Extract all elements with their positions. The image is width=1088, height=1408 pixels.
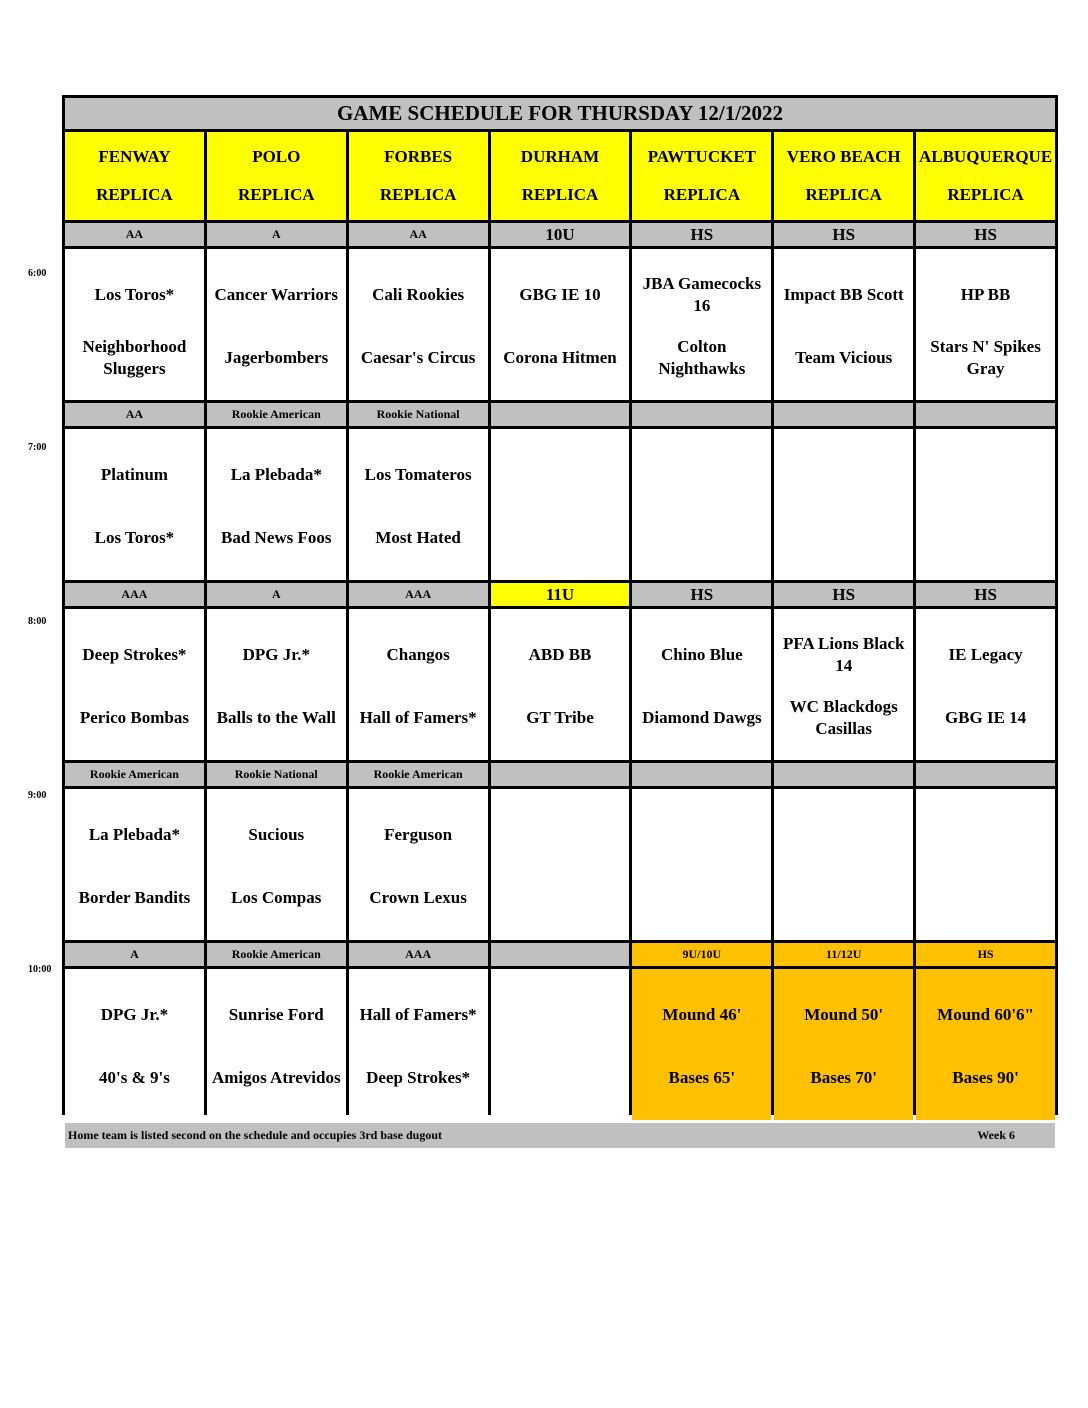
field-name: ALBUQUERQUE <box>918 147 1053 166</box>
field-type: REPLICA <box>947 185 1024 204</box>
game-cell <box>207 609 346 760</box>
field-name: PAWTUCKET <box>647 147 756 166</box>
game-cell-empty <box>774 789 913 940</box>
level-label <box>774 403 913 426</box>
away-team: IE Legacy <box>948 644 1023 664</box>
level-label: A <box>207 223 346 246</box>
level-label <box>632 763 771 786</box>
home-team: Stars N' Spikes Gray <box>930 337 1041 379</box>
field-header-albuquerque <box>916 132 1055 220</box>
game-cell <box>774 249 913 400</box>
level-label <box>632 403 771 426</box>
level-label: AAA <box>349 583 488 606</box>
away-team: Los Toros* <box>94 284 175 304</box>
away-team: Los Tomateros <box>364 464 472 484</box>
field-type: REPLICA <box>96 185 173 204</box>
game-cell <box>349 429 488 580</box>
schedule-table <box>62 95 1058 1142</box>
field-name: POLO <box>252 147 301 166</box>
level-label: HS <box>916 943 1055 966</box>
field-header-polo <box>207 132 346 220</box>
time-label: 9:00 <box>28 790 47 801</box>
field-name: FENWAY <box>98 147 171 166</box>
home-team-note: Home team is listed second on the schedule and occupies 3rd base dugout <box>68 1128 443 1142</box>
away-team: DPG Jr.* <box>242 644 310 664</box>
away-team: HP BB <box>960 284 1011 304</box>
game-cell <box>65 429 204 580</box>
level-label: AAA <box>349 943 488 966</box>
level-label: HS <box>632 223 771 246</box>
field-header-forbes <box>349 132 488 220</box>
level-label <box>491 943 630 966</box>
game-cell <box>774 609 913 760</box>
time-label: 7:00 <box>28 442 47 453</box>
game-cell-empty <box>774 429 913 580</box>
game-cell <box>491 609 630 760</box>
level-label: A <box>65 943 204 966</box>
game-cell <box>65 969 204 1120</box>
away-team: PFA Lions Black 14 <box>782 633 905 675</box>
bases-distance: Bases 65' <box>668 1068 736 1088</box>
field-header-pawtucket <box>632 132 771 220</box>
away-team: Deep Strokes* <box>82 644 187 664</box>
level-label: 11/12U <box>774 943 913 966</box>
bases-distance: Bases 90' <box>952 1068 1019 1088</box>
level-label <box>916 763 1055 786</box>
game-cell <box>916 249 1055 400</box>
away-team: Changos <box>386 644 450 664</box>
bases-distance: Bases 70' <box>810 1068 877 1088</box>
home-team: Perico Bombas <box>79 708 189 728</box>
game-cell <box>632 609 771 760</box>
home-team: Corona Hitmen <box>503 348 617 368</box>
field-type: REPLICA <box>663 185 741 204</box>
time-label: 6:00 <box>28 268 47 279</box>
home-team: GBG IE 14 <box>944 708 1027 728</box>
away-team: La Plebada* <box>88 824 180 844</box>
level-label: Rookie National <box>349 403 488 426</box>
home-team: Most Hated <box>375 528 461 548</box>
level-label: 11U <box>491 583 630 606</box>
level-label: HS <box>632 583 771 606</box>
home-team: 40's & 9's <box>99 1068 170 1088</box>
level-label: A <box>207 583 346 606</box>
level-label: HS <box>916 223 1055 246</box>
home-team: Colton Nighthawks <box>658 337 746 379</box>
level-label: AAA <box>65 583 204 606</box>
level-label: AA <box>65 223 204 246</box>
home-team: Caesar's Circus <box>360 348 476 368</box>
level-label: HS <box>774 223 913 246</box>
level-label: Rookie American <box>65 763 204 786</box>
game-cell <box>207 969 346 1120</box>
home-team: Hall of Famers* <box>359 708 477 728</box>
level-label: 10U <box>491 223 630 246</box>
level-label: HS <box>774 583 913 606</box>
level-label: AA <box>349 223 488 246</box>
home-team: Amigos Atrevidos <box>211 1068 341 1088</box>
level-label <box>774 763 913 786</box>
away-team: Impact BB Scott <box>783 284 904 304</box>
game-cell <box>349 249 488 400</box>
game-cell <box>207 429 346 580</box>
away-team: Sunrise Ford <box>228 1004 324 1024</box>
game-cell-empty <box>491 789 630 940</box>
mound-distance: Mound 50' <box>804 1004 884 1024</box>
home-team: Balls to the Wall <box>216 708 336 728</box>
away-team: Cancer Warriors <box>214 284 339 304</box>
game-cell <box>349 969 488 1120</box>
game-cell <box>349 609 488 760</box>
game-cell <box>207 249 346 400</box>
level-label: Rookie National <box>207 763 346 786</box>
away-team: Cali Rookies <box>372 284 465 304</box>
game-cell <box>65 249 204 400</box>
home-team: Border Bandits <box>78 888 191 908</box>
schedule-footer <box>65 1123 1055 1148</box>
game-cell-empty <box>916 429 1055 580</box>
game-cell <box>916 609 1055 760</box>
game-cell-empty <box>632 789 771 940</box>
level-label: Rookie American <box>207 943 346 966</box>
game-cell <box>632 249 771 400</box>
home-team: WC Blackdogs Casillas <box>789 697 898 739</box>
field-name: VERO BEACH <box>786 147 901 166</box>
away-team: ABD BB <box>528 644 592 664</box>
game-cell <box>65 789 204 940</box>
home-team: Deep Strokes* <box>366 1068 471 1088</box>
game-cell <box>491 249 630 400</box>
game-cell-empty <box>916 789 1055 940</box>
time-label: 8:00 <box>28 616 47 627</box>
level-label: HS <box>916 583 1055 606</box>
home-team: Diamond Dawgs <box>642 708 762 728</box>
away-team: Sucious <box>248 824 305 844</box>
away-team: DPG Jr.* <box>100 1004 169 1024</box>
level-label: Rookie American <box>207 403 346 426</box>
time-label: 10:00 <box>28 964 52 975</box>
mound-distance: Mound 46' <box>662 1004 742 1024</box>
schedule-title: GAME SCHEDULE FOR THURSDAY 12/1/2022 <box>65 98 1055 129</box>
away-team: Platinum <box>100 464 168 484</box>
field-type: REPLICA <box>805 185 882 204</box>
field-type: REPLICA <box>238 185 315 204</box>
field-info-cell <box>774 969 913 1120</box>
away-team: GBG IE 10 <box>519 284 601 304</box>
home-team: Jagerbombers <box>224 348 329 368</box>
game-cell-empty <box>632 429 771 580</box>
away-team: La Plebada* <box>230 464 322 484</box>
game-cell <box>207 789 346 940</box>
field-header-fenway <box>65 132 204 220</box>
field-info-cell <box>916 969 1055 1120</box>
field-header-durham <box>491 132 630 220</box>
home-team: Los Compas <box>231 888 322 908</box>
week-label: Week 6 <box>977 1128 1015 1142</box>
game-cell-empty <box>491 429 630 580</box>
level-label: AA <box>65 403 204 426</box>
field-name: DURHAM <box>520 147 600 166</box>
level-label <box>916 403 1055 426</box>
home-team: Neighborhood Sluggers <box>82 337 187 379</box>
home-team: Los Toros* <box>94 528 175 548</box>
field-info-cell <box>632 969 771 1120</box>
game-cell-empty <box>491 969 630 1120</box>
field-header-vero-beach <box>774 132 913 220</box>
level-label: Rookie American <box>349 763 488 786</box>
home-team: GT Tribe <box>526 708 594 728</box>
game-cell <box>349 789 488 940</box>
field-type: REPLICA <box>379 185 457 204</box>
level-label <box>491 763 630 786</box>
away-team: Hall of Famers* <box>359 1004 477 1024</box>
away-team: Chino Blue <box>660 644 743 664</box>
away-team: Ferguson <box>384 824 453 844</box>
away-team: JBA Gamecocks 16 <box>642 273 762 315</box>
mound-distance: Mound 60'6" <box>937 1004 1034 1024</box>
level-label <box>491 403 630 426</box>
home-team: Bad News Foos <box>221 528 332 548</box>
field-type: REPLICA <box>521 185 599 204</box>
level-label: 9U/10U <box>632 943 771 966</box>
game-cell <box>65 609 204 760</box>
home-team: Team Vicious <box>795 348 893 368</box>
field-name: FORBES <box>384 147 453 166</box>
home-team: Crown Lexus <box>369 888 467 908</box>
